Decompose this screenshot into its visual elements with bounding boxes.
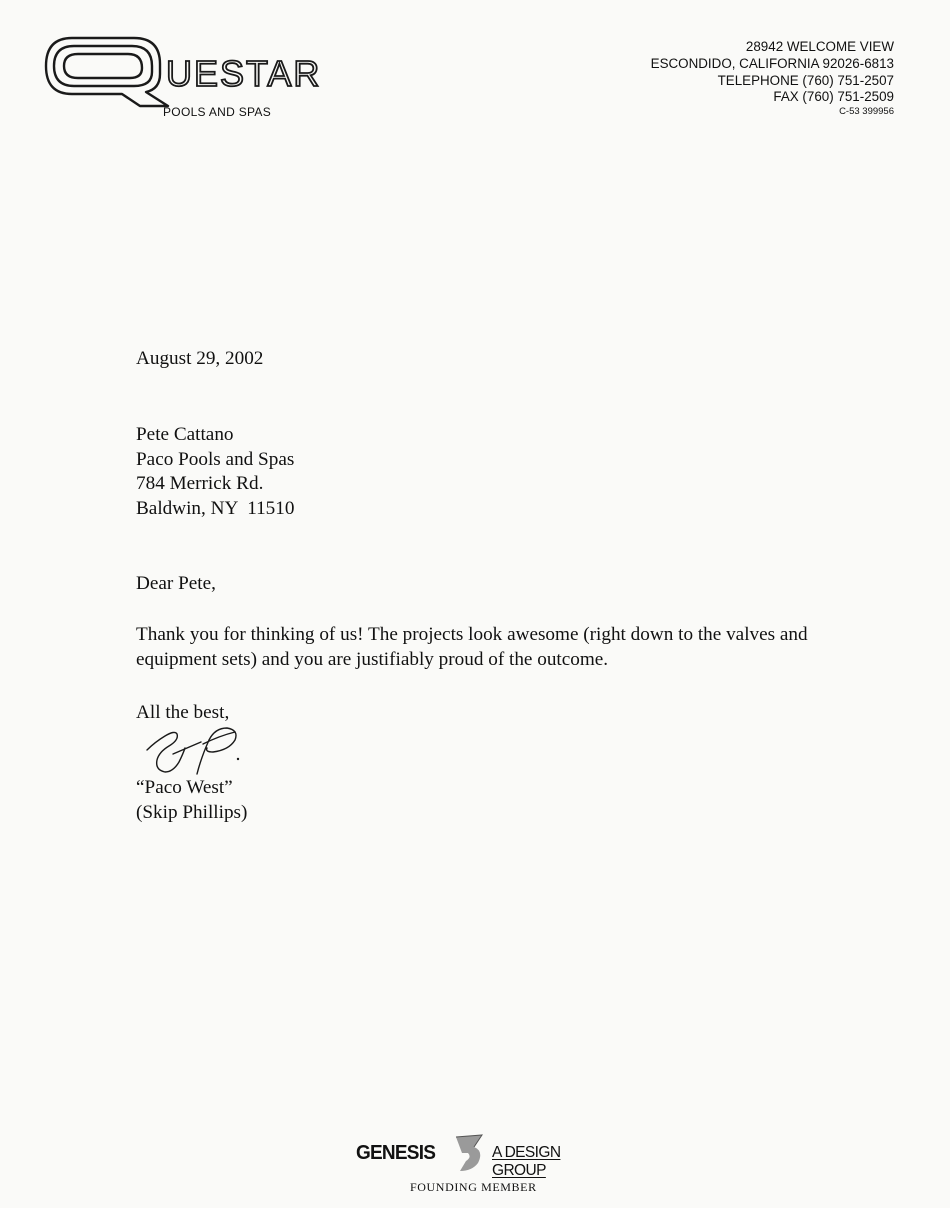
company-address <box>651 39 894 118</box>
genesis-wordmark: GENESIS <box>356 1142 436 1164</box>
letter-body: Thank you for thinking of us! The projects look awesome (right down to the valves and equipment sets) and you are justifiably proud of the outcome. <box>136 624 808 670</box>
genesis-logo <box>356 1133 596 1179</box>
logo-wordmark: UESTAR <box>166 53 322 94</box>
company-subtitle: POOLS AND SPAS <box>163 105 272 119</box>
recipient-city: Baldwin, NY 11510 <box>136 498 295 520</box>
address-line: 28942 WELCOME VIEW <box>745 39 894 54</box>
telephone-line: TELEPHONE (760) 751-2507 <box>717 72 894 88</box>
handwritten-signature <box>143 722 263 782</box>
address-line: ESCONDIDO, CALIFORNIA 92026-6813 <box>650 55 894 71</box>
signer-nickname: “Paco West” <box>136 777 233 798</box>
recipient-name: Pete Cattano <box>136 424 234 445</box>
genesis-tagline: A DESIGN GROUP <box>492 1144 561 1179</box>
recipient-address <box>136 423 294 522</box>
signer-name: (Skip Phillips) <box>136 801 248 823</box>
recipient-street: 784 Merrick Rd. <box>136 473 264 495</box>
founding-member-label: FOUNDING MEMBER <box>410 1180 537 1194</box>
fax-line: FAX (760) 751-2509 <box>773 89 894 105</box>
signer-block <box>136 776 247 825</box>
license-number: C-53 399956 <box>839 106 894 118</box>
genesis-mark-icon <box>452 1133 488 1173</box>
salutation: Dear Pete, <box>136 573 216 594</box>
letter-date: August 29, 2002 <box>136 348 264 369</box>
recipient-company: Paco Pools and Spas <box>136 448 295 470</box>
closing: All the best, <box>136 702 230 723</box>
